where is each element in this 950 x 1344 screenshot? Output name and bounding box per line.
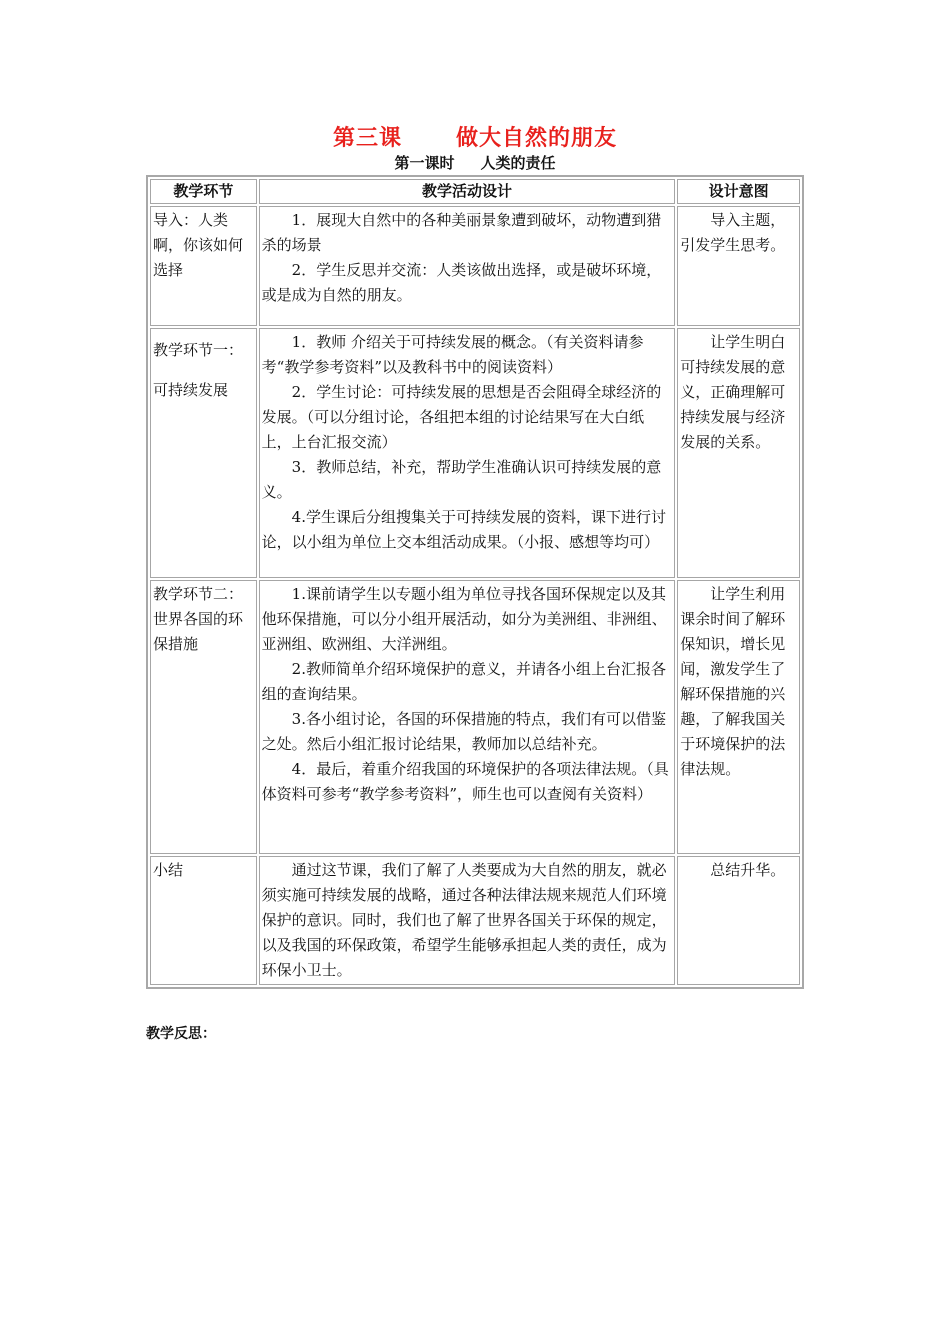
activity-step: 通过这节课，我们了解了人类要成为大自然的朋友，就必须实施可持续发展的战略，通过各种法律法规来规范人们环境保护的意识。同时，我们也了解了世界各国关于环保的规定，以及我国的环保政策，希望学生能够承担起人类的责任，成为环保小卫士。 bbox=[261, 861, 667, 979]
lesson-number: 第三课 bbox=[332, 126, 402, 151]
row-stage: 小结 bbox=[150, 856, 257, 985]
activity-step: 1．教师 介绍关于可持续发展的概念。（有关资料请参考“教学参考资料”以及教科书中的阅读资料） bbox=[261, 333, 644, 376]
header-intent: 设计意图 bbox=[677, 179, 800, 204]
teaching-reflection-label: 教学反思： bbox=[146, 1026, 216, 1042]
activity-step: 2．学生讨论：可持续发展的思想是否会阻碍全球经济的发展。（可以分组讨论，各组把本组的讨论结果写在大白纸上，上台汇报交流） bbox=[261, 383, 662, 451]
activity-step: 2.教师简单介绍环境保护的意义，并请各小组上台汇报各组的查询结果。 bbox=[261, 660, 666, 703]
class-period: 第一课时 bbox=[394, 154, 455, 172]
activity-step: 1．展现大自然中的各种美丽景象遭到破坏，动物遭到猎杀的场景 bbox=[261, 211, 662, 254]
activity-step: 1.课前请学生以专题小组为单位寻找各国环保规定以及其他环保措施，可以分小组开展活动，如分为美洲组、非洲组、亚洲组、欧洲组、大洋洲组。 bbox=[261, 585, 667, 653]
row-intent: 让学生利用课余时间了解环保知识，增长见闻，激发学生了解环保措施的兴趣，了解我国关于环境保护的法律法规。 bbox=[677, 580, 800, 854]
table-header-row bbox=[150, 179, 800, 204]
row-intent: 导入主题，引发学生思考。 bbox=[677, 206, 800, 326]
row-intent: 让学生明白可持续发展的意义，正确理解可持续发展与经济发展的关系。 bbox=[677, 328, 800, 578]
activity-step: 4.学生课后分组搜集关于可持续发展的资料，课下进行讨论，以小组为单位上交本组活动成果。（小报、感想等均可） bbox=[261, 508, 666, 551]
row-stage: 教学环节一：可持续发展 bbox=[150, 328, 257, 578]
row-activities bbox=[259, 328, 676, 578]
row-activities bbox=[259, 206, 676, 326]
activity-step: 4．最后，着重介绍我国的环境保护的各项法律法规。（具体资料可参考“教学参考资料”，师生也可以查阅有关资料） bbox=[261, 760, 669, 803]
row-activities bbox=[259, 856, 676, 985]
row-stage: 导入：人类啊，你该如何选择 bbox=[150, 206, 257, 326]
activity-step: 2．学生反思并交流：人类该做出选择，或是破坏环境，或是成为自然的朋友。 bbox=[261, 261, 662, 304]
row-activities bbox=[259, 580, 676, 854]
period-topic: 人类的责任 bbox=[480, 154, 556, 172]
row-stage: 教学环节二：世界各国的环保措施 bbox=[150, 580, 257, 854]
table-row bbox=[150, 580, 800, 854]
lesson-title bbox=[0, 121, 950, 152]
table-row bbox=[150, 856, 800, 985]
table-row bbox=[150, 328, 800, 578]
activity-step: 3.各小组讨论，各国的环保措施的特点，我们有可以借鉴之处。然后小组汇报讨论结果，教师加以总结补充。 bbox=[261, 710, 666, 753]
activity-step: 3．教师总结，补充，帮助学生准确认识可持续发展的意义。 bbox=[261, 458, 662, 501]
lesson-plan-table bbox=[146, 175, 804, 989]
lesson-subtitle bbox=[0, 152, 950, 173]
table-row bbox=[150, 206, 800, 326]
row-intent: 总结升华。 bbox=[677, 856, 800, 985]
header-activities: 教学活动设计 bbox=[259, 179, 676, 204]
header-stage: 教学环节 bbox=[150, 179, 257, 204]
lesson-name: 做大自然的朋友 bbox=[456, 126, 618, 151]
